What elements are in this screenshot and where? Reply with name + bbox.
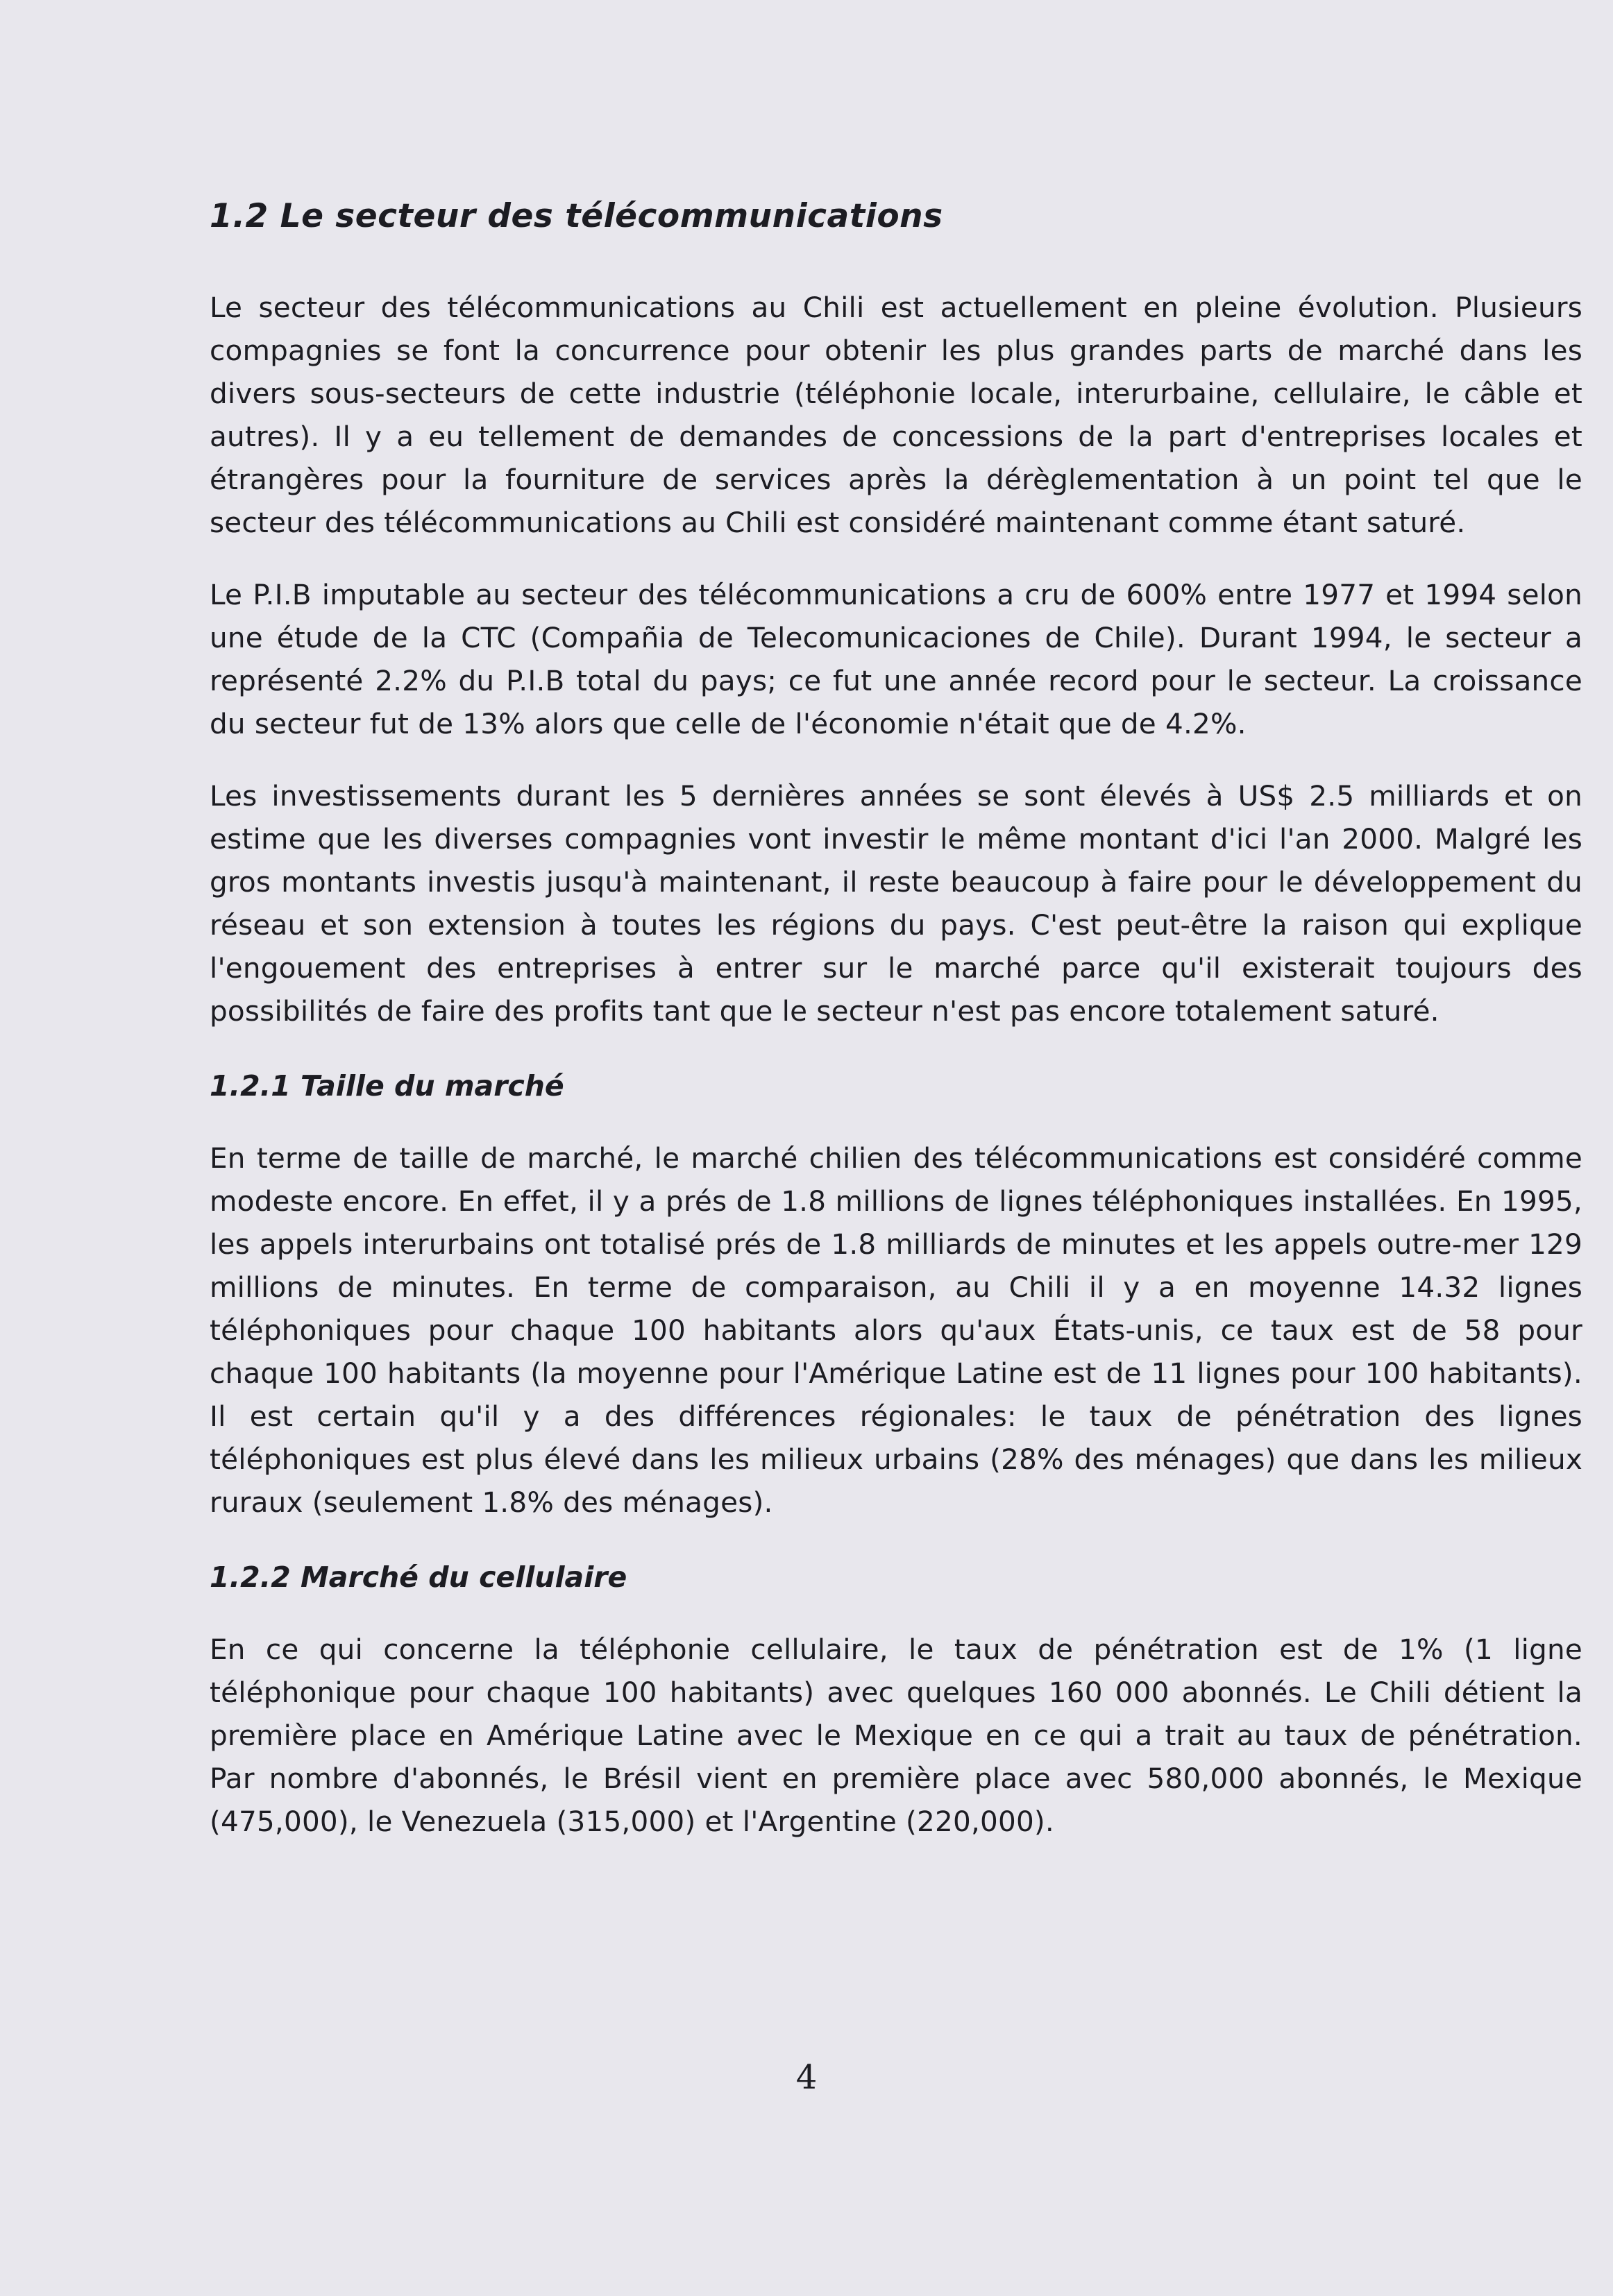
- page-content: [210, 189, 1582, 1872]
- cellular-paragraph: En ce qui concerne la téléphonie cellulaire, le taux de pénétration est de 1% (1 ligne téléphonique pour chaque 100 habitants) avec quelques 160 000 abonnés. Le Chili détient la première place en Amérique Latine avec le Mexique en ce qui a trait au taux de pénétration. Par nombre d'abonnés, le Brésil vient en première place avec 580,000 abonnés, le Mexique (475,000), le Venezuela (315,000) et l'Argentine (220,000).: [210, 1633, 1582, 1838]
- section-paragraph-3: Les investissements durant les 5 dernières années se sont élevés à US$ 2.5 milliards et on estime que les diverses compagnies vont investir le même montant d'ici l'an 2000. Malgré les gros montants investis jusqu'à maintenant, il reste beaucoup à faire pour le développement du réseau et son extension à toutes les régions du pays. C'est peut-être la raison qui explique l'engouement des entreprises à entrer sur le marché parce qu'il existerait toujours des possibilités de faire des profits tant que le secteur n'est pas encore totalement saturé.: [210, 779, 1582, 1028]
- subsection-heading-cellular: 1.2.2 Marché du cellulaire: [210, 1561, 627, 1594]
- market-size-paragraph: En terme de taille de marché, le marché chilien des télécommunications est considéré comme modeste encore. En effet, il y a prés de 1.8 millions de lignes téléphoniques installées. En 1995, les appels interurbains ont totalisé prés de 1.8 milliards de minutes et les appels outre-mer 129 millions de minutes. En terme de comparaison, au Chili il y a en moyenne 14.32 lignes téléphoniques pour chaque 100 habitants alors qu'aux États-unis, ce taux est de 58 pour chaque 100 habitants (la moyenne pour l'Amérique Latine est de 11 lignes pour 100 habitants). Il est certain qu'il y a des différences régionales: le taux de pénétration des lignes téléphoniques est plus élevé dans les milieux urbains (28% des ménages) que dans les milieux ruraux (seulement 1.8% des ménages).: [210, 1141, 1582, 1519]
- section-paragraph-1: Le secteur des télécommunications au Chili est actuellement en pleine évolution. Plusieurs compagnies se font la concurrence pour obtenir les plus grandes parts de marché dans les divers sous-secteurs de cette industrie (téléphonie locale, interurbaine, cellulaire, le câble et autres). Il y a eu tellement de demandes de concessions de la part d'entreprises locales et étrangères pour la fourniture de services après la dérèglementation à un point tel que le secteur des télécommunications au Chili est considéré maintenant comme étant saturé.: [210, 291, 1582, 539]
- subsection-heading-market-size: 1.2.1 Taille du marché: [210, 1069, 564, 1103]
- page-number: 4: [795, 2058, 818, 2097]
- section-paragraph-2: Le P.I.B imputable au secteur des télécommunications a cru de 600% entre 1977 et 1994 selon une étude de la CTC (Compañia de Telecomunicaciones de Chile). Durant 1994, le secteur a représenté 2.2% du P.I.B total du pays; ce fut une année record pour le secteur. La croissance du secteur fut de 13% alors que celle de l'économie n'était que de 4.2%.: [210, 578, 1582, 740]
- section-heading: 1.2 Le secteur des télécommunications: [210, 197, 943, 235]
